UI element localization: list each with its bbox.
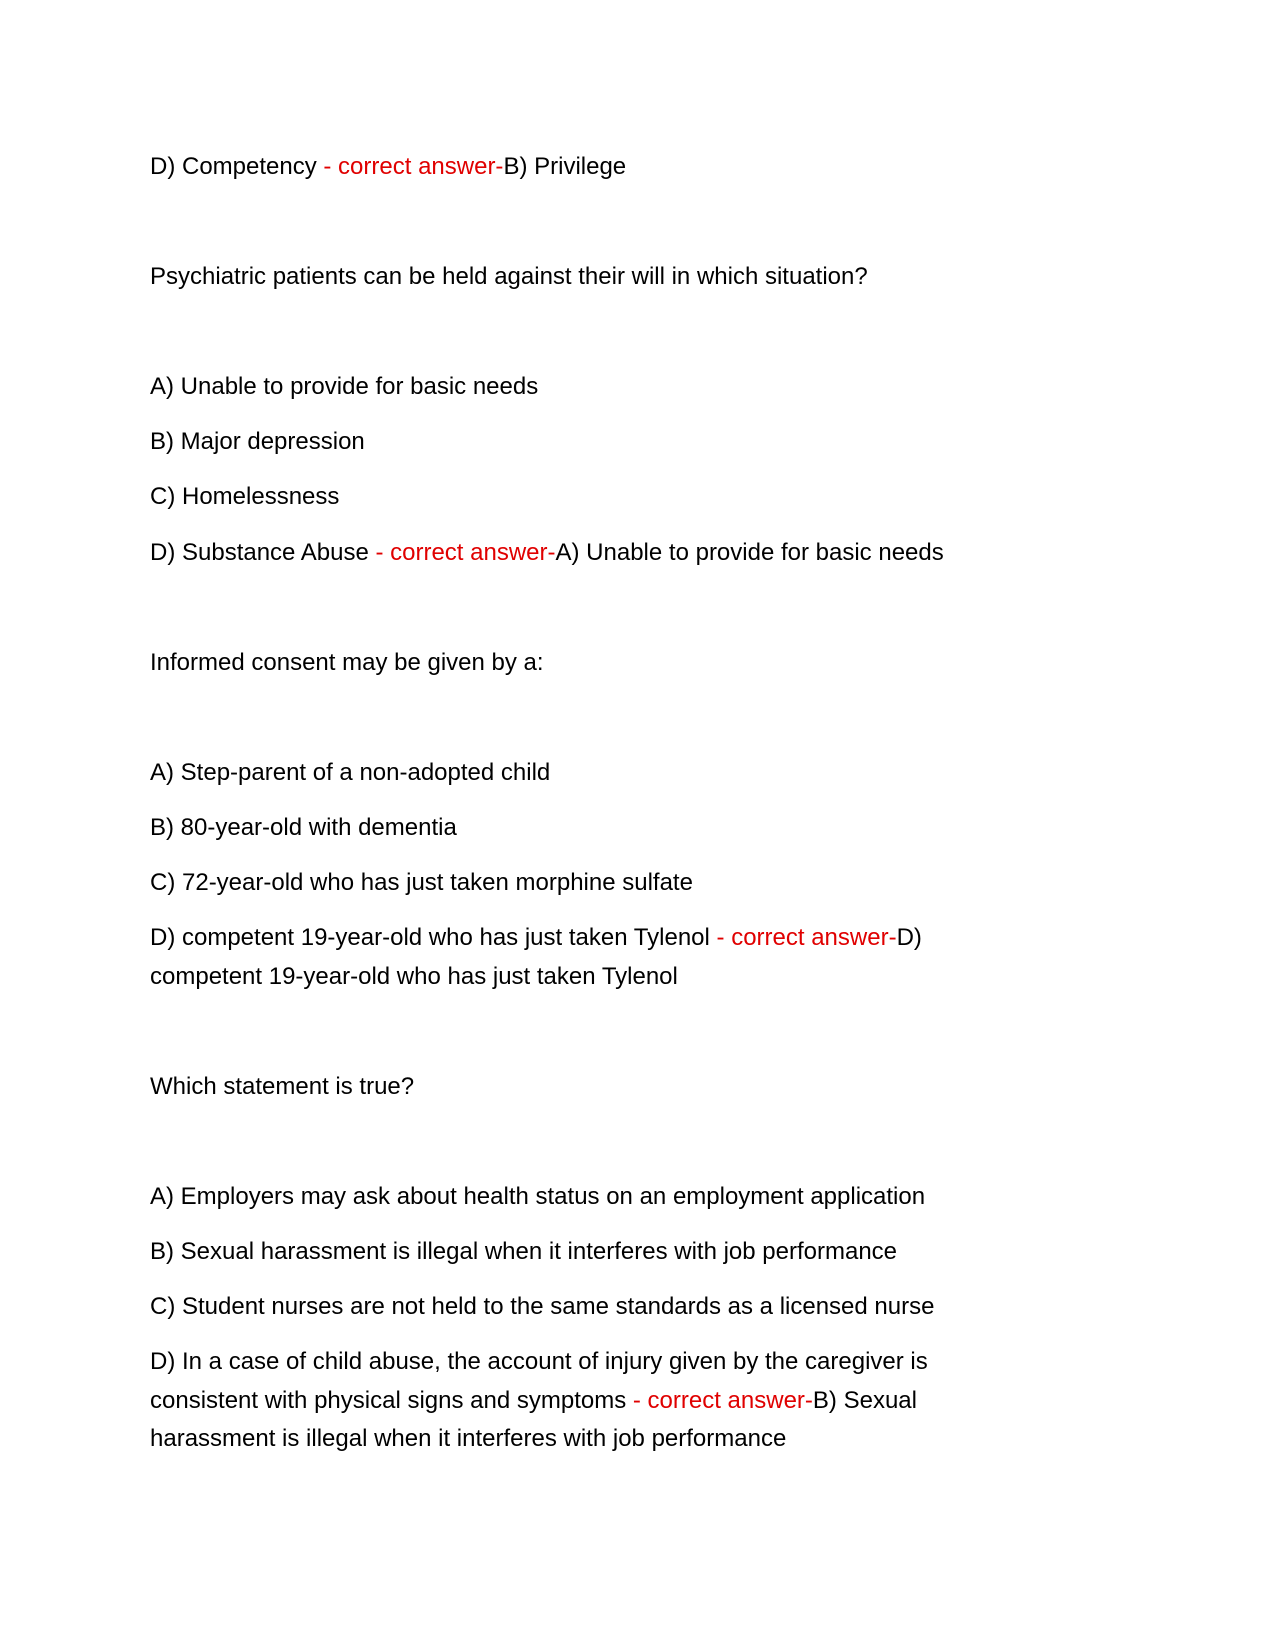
question-text — [150, 1072, 414, 1102]
line-text: B) Sexual harassment is illegal when it interferes with job performance — [150, 1238, 898, 1265]
option-line — [150, 868, 693, 898]
option-line — [150, 1237, 897, 1267]
option-line — [150, 1424, 786, 1454]
answer-marker: - correct answer- — [716, 924, 897, 951]
line-text: A) Employers may ask about health status on an employment application — [150, 1183, 926, 1210]
line-text: C) Homelessness — [150, 483, 340, 510]
option-line — [150, 758, 550, 788]
line-text: C) Student nurses are not held to the same standards as a licensed nurse — [150, 1293, 935, 1320]
line-text: A) Unable to provide for basic needs — [150, 373, 539, 400]
option-line — [150, 1386, 917, 1416]
answer-text: A) Unable to provide for basic needs — [555, 539, 944, 566]
option-line — [150, 427, 365, 457]
option-line — [150, 538, 944, 568]
option-line — [150, 372, 538, 402]
line-text: D) Competency — [150, 153, 324, 180]
line-text: D) Substance Abuse — [150, 539, 376, 566]
line-text: B) 80-year-old with dementia — [150, 814, 457, 841]
answer-marker: - correct answer- — [375, 539, 556, 566]
line-text: B) Major depression — [150, 428, 365, 455]
line-text: D) In a case of child abuse, the account of injury given by the caregiver is — [150, 1348, 928, 1375]
line-text: A) Step-parent of a non-adopted child — [150, 759, 551, 786]
line-text: C) 72-year-old who has just taken morphine sulfate — [150, 869, 693, 896]
line-text: consistent with physical signs and symptoms — [150, 1387, 633, 1414]
text-line — [150, 152, 626, 182]
question-text — [150, 262, 868, 292]
line-text: harassment is illegal when it interferes with job performance — [150, 1425, 787, 1452]
answer-text: B) Privilege — [503, 153, 627, 180]
option-line — [150, 1347, 928, 1377]
answer-marker: - correct answer- — [323, 153, 504, 180]
option-line — [150, 923, 922, 953]
answer-text: B) Sexual — [812, 1387, 917, 1414]
option-line — [150, 482, 339, 512]
line-text: D) competent 19-year-old who has just taken Tylenol — [150, 924, 717, 951]
line-text: Psychiatric patients can be held against their will in which situation? — [150, 263, 868, 290]
option-line — [150, 1292, 934, 1322]
answer-text: D) — [896, 924, 922, 951]
answer-marker: - correct answer- — [632, 1387, 813, 1414]
line-text: Informed consent may be given by a: — [150, 649, 544, 676]
option-line — [150, 962, 678, 992]
question-text — [150, 648, 544, 678]
option-line — [150, 813, 457, 843]
option-line — [150, 1182, 925, 1212]
line-text: competent 19-year-old who has just taken Tylenol — [150, 963, 678, 990]
line-text: Which statement is true? — [150, 1073, 415, 1100]
